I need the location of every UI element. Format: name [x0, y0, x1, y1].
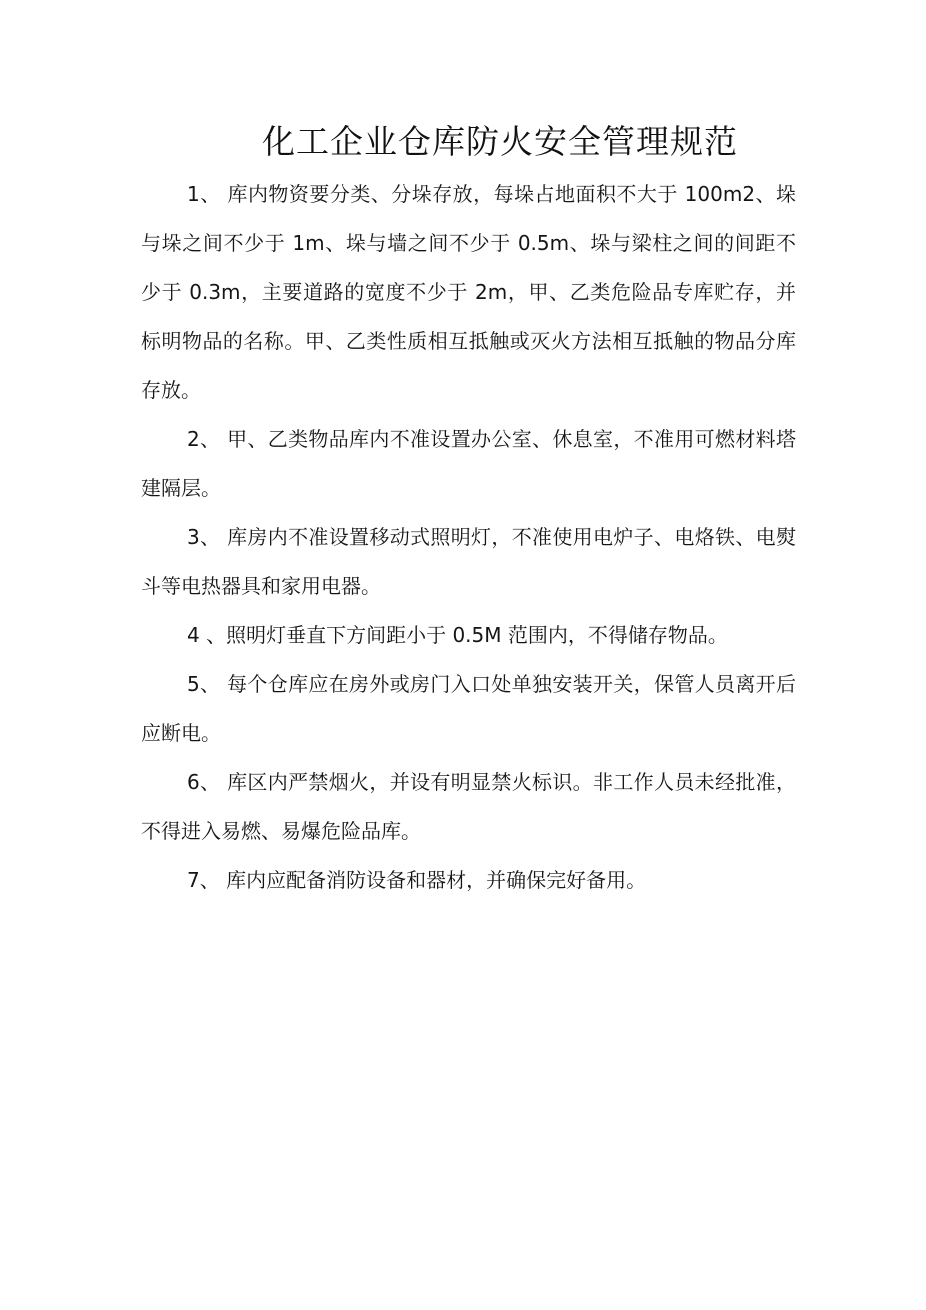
document-title: 化工企业仓库防火安全管理规范 [262, 122, 738, 161]
paragraph-6: 6、 库区内严禁烟火，并设有明显禁火标识。非工作人员未经批准，不得进入易燃、易爆危险品库。 [141, 770, 796, 843]
paragraph-4: 4 、照明灯垂直下方间距小于 0.5M 范围内，不得储存物品。 [187, 623, 728, 647]
paragraph-3: 3、 库房内不准设置移动式照明灯，不准使用电炉子、电烙铁、电熨斗等电热器具和家用电器。 [141, 525, 796, 598]
document-body [141, 170, 796, 905]
paragraph-1: 1、 库内物资要分类、分垛存放，每垛占地面积不大于 100m2、垛与垛之间不少于 1m、垛与墙之间不少于 0.5m、垛与梁柱之间的间距不少于 0.3m，主要道路的宽度不少于 2m，甲、乙类危险品专库贮存，并标明物品的名称。甲、乙类性质相互抵触或灭火方法相互抵触的物品分库存放。 [141, 182, 796, 402]
paragraph-7: 7、 库内应配备消防设备和器材，并确保完好备用。 [187, 868, 647, 892]
paragraph-5: 5、 每个仓库应在房外或房门入口处单独安装开关，保管人员离开后应断电。 [141, 672, 796, 745]
paragraph-2: 2、 甲、乙类物品库内不准设置办公室、休息室，不准用可燃材料塔建隔层。 [141, 427, 796, 500]
